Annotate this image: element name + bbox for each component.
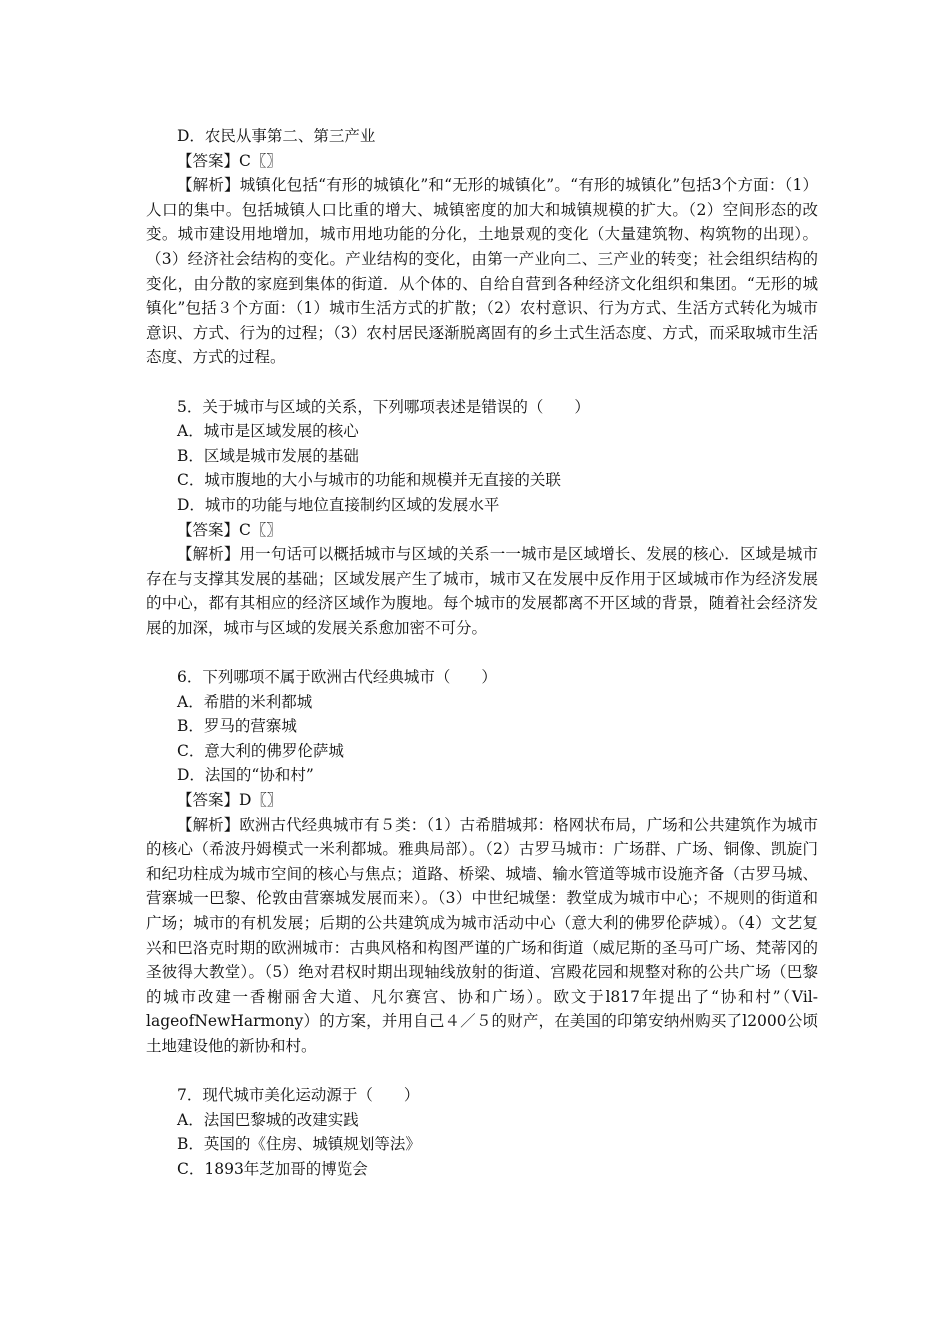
question-4-tail	[146, 124, 818, 370]
q5-option-b: B．区域是城市发展的基础	[177, 446, 359, 465]
q6-stem: 6．下列哪项不属于欧洲古代经典城市（ ）	[177, 668, 497, 687]
q7-option-b: B．英国的《住房、城镇规划等法》	[177, 1135, 421, 1154]
q5-option-a: A．城市是区域发展的核心	[177, 422, 359, 441]
q6-analysis: 【解析】欧洲古代经典城市有５类：（1）古希腊城邦：格网状布局，广场和公共建筑作为城市的核心（希波丹姆模式一米利都城。雅典局部）。（2）古罗马城市：广场群、广场、铜像、凯旋门和纪功柱成为城市空间的核心与焦点；道路、桥梁、城墙、输水管道等城市设施齐备（古罗马城、营寨城一巴黎、伦敦由营寨城发展而来）。（3）中世纪城堡：教堂成为城市中心；不规则的街道和广场；城市的有机发展；后期的公共建筑成为城市活动中心（意大利的佛罗伦萨城）。（4）文艺复兴和巴洛克时期的欧洲城市：古典风格和构图严谨的广场和街道（威尼斯的圣马可广场、梵蒂冈的圣彼得大教堂）。（5）绝对君权时期出现轴线放射的街道、宫殿花园和规整对称的公共广场（巴黎的城市改建一香榭丽舍大道、凡尔赛宫、协和广场）。欧文于l817年提出了“协和村”（Vil-lageofNewHarmony）的方案，并用自己４／５的财产，在美国的印第安纳州购买了l2000公顷土地建设他的新协和村。	[146, 815, 818, 1055]
q6-option-a: A．希腊的米利都城	[177, 692, 313, 711]
q6-answer: 【答案】D〖〗	[177, 791, 283, 810]
q5-stem: 5．关于城市与区域的关系，下列哪项表述是错误的（ ）	[177, 397, 590, 416]
q5-answer: 【答案】C〖〗	[177, 520, 282, 539]
q4-analysis: 【解析】城镇化包括“有形的城镇化”和“无形的城镇化”。“有形的城镇化”包括3个方面：（1）人口的集中。包括城镇人口比重的增大、城镇密度的加大和城镇规模的扩大。（2）空间形态的改变。城市建设用地增加，城市用地功能的分化，土地景观的变化（大量建筑物、构筑物的出现）。（3）经济社会结构的变化。产业结构的变化，由第一产业向二、三产业的转变；社会组织结构的变化，由分散的家庭到集体的街道．从个体的、自给自营到各种经济文化组织和集团。“无形的城镇化”包括３个方面：（1）城市生活方式的扩散；（2）农村意识、行为方式、生活方式转化为城市意识、方式、行为的过程；（3）农村居民逐渐脱离固有的乡土式生活态度、方式，而采取城市生活态度、方式的过程。	[146, 176, 818, 367]
question-6	[146, 665, 818, 1059]
q5-option-d: D．城市的功能与地位直接制约区域的发展水平	[177, 495, 500, 514]
q7-option-a: A．法国巴黎城的改建实践	[177, 1110, 359, 1129]
q4-option-d: D．农民从事第二、第三产业	[177, 127, 376, 145]
q5-analysis: 【解析】用一句话可以概括城市与区域的关系一一城市是区域增长、发展的核心．区域是城市存在与支撑其发展的基础；区域发展产生了城市，城市又在发展中反作用于区域城市作为经济发展的中心，都有其相应的经济区域作为腹地。每个城市的发展都离不开区域的背景，随着社会经济发展的加深，城市与区域的发展关系愈加密不可分。	[146, 545, 818, 637]
q6-option-d: D．法国的“协和村”	[177, 766, 314, 785]
spacer	[146, 640, 818, 665]
document-page	[146, 124, 818, 1182]
question-5	[146, 395, 818, 641]
q4-answer: 【答案】C〖〗	[177, 151, 282, 170]
question-7	[146, 1083, 818, 1181]
q7-stem: 7．现代城市美化运动源于（ ）	[177, 1086, 420, 1105]
q7-option-c: C．1893年芝加哥的博览会	[177, 1159, 368, 1178]
q6-option-b: B．罗马的营寨城	[177, 717, 297, 736]
q6-option-c: C．意大利的佛罗伦萨城	[177, 741, 344, 760]
q5-option-c: C．城市腹地的大小与城市的功能和规模并无直接的关联	[177, 471, 561, 490]
spacer	[146, 370, 818, 395]
spacer	[146, 1059, 818, 1084]
